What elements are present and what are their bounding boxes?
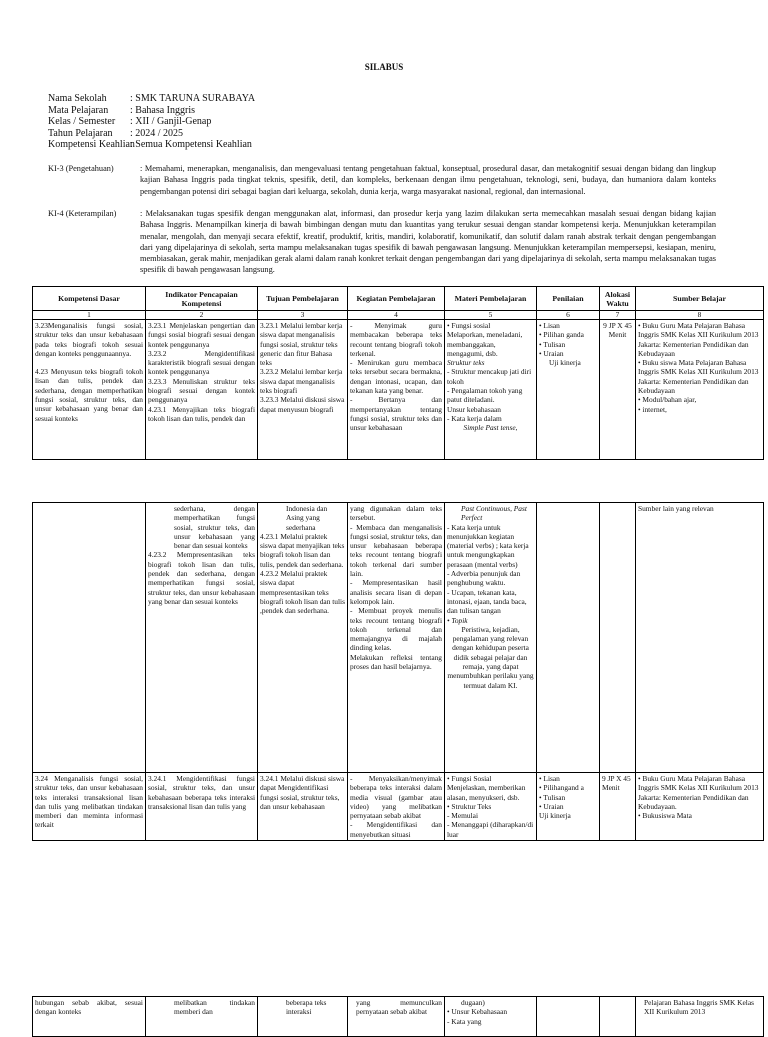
mp-text: - Kata yang bbox=[447, 1016, 482, 1026]
mp-text: - Kata kerja dalam bbox=[447, 413, 502, 423]
table-row bbox=[33, 320, 764, 460]
ki4-text: : Melaksanakan tugas spesifik dengan menggunakan alat, informasi, dan prosedur kerja yang lazim dilakukan serta memecahkan masalah sesuai dengan bidang kajian Bahasa Inggris. Menampilkan kinerja di bawah bimbingan dengan mutu dan kuantitas yang terukur sesuai dengan standar kompetensi kerja. Menunjukkan keterampilan menalar, mengolah, dan menyaji secara efektif, kreatif, produktif, kritis, mandiri, kolaboratif, komunikatif, dan solutif dalam ranah abstrak terkait dengan pengembangan dari yang dipelajarinya di sekolah, serta mampu melaksanakan tugas spesifik di bawah pengawasan langsung. Menunjukkan keterampilan mempersepsi, kesiapan, meniru, membiasakan, gerak mahir, menjadikan gerak alami dalam ranah konkret terkait dengan pengembangan dari yang dipelajarinya di sekolah, serta mampu melaksanakan tugas spesifik di bawah pengawasan langsung. bbox=[140, 209, 716, 275]
penilaian-cell bbox=[537, 320, 600, 460]
mp-text: • Unsur Kebahasaan bbox=[447, 1007, 508, 1017]
mp-text: - Adverbia penunjuk dan penghubung waktu. bbox=[447, 569, 521, 588]
kp-text: - Menyimak guru membacakan beberapa teks recount tentang biografi tokoh terkenal. bbox=[350, 321, 442, 358]
kp-text: Melakukan refleksi tentang proses dan hasil belajarnya. bbox=[350, 652, 442, 672]
kp-text: - Mengidentifikasi dan menyebutkan situasi bbox=[350, 820, 442, 839]
penilaian-text: • Tulisan bbox=[539, 792, 566, 802]
column-number: 2 bbox=[146, 311, 258, 320]
ki4-label: KI-4 (Keterampilan) bbox=[48, 209, 117, 218]
column-header: Sumber Belajar bbox=[636, 287, 764, 311]
ipk-text: 3.23.1 Menjelaskan pengertian dan fungsi sosial biografi sesuai dengan kontek penggunanya bbox=[148, 321, 255, 349]
info-label: Mata Pelajaran bbox=[48, 104, 109, 116]
ipk-cell bbox=[146, 997, 258, 1037]
info-value: : XII / Ganjil-Genap bbox=[130, 116, 212, 127]
ki3-block bbox=[48, 163, 716, 197]
sumber-text: • Buku siswa Mata Pelajaran Bahasa Inggris SMK Kelas XII Kurikulum 2013 Jakarta: Kementerian Pendidikan dan Kebudayaan bbox=[638, 358, 759, 396]
column-header: Indikator Pencapaian Kompetensi bbox=[146, 287, 258, 311]
penilaian-text: • Pilihan ganda bbox=[539, 330, 584, 340]
ipk-text: 4.23.2 Mempresentasikan teks biografi tokoh lisan dan tulis, pendek dan sederhana, dengan memperhatikan fungsi sosial, struktur teks, dan unsur kebahasaan yang benar dan sesuai konteks bbox=[148, 550, 255, 606]
penilaian-text: • Lisan bbox=[539, 774, 560, 783]
column-header: Materi Pembelajaran bbox=[445, 287, 537, 311]
syllabus-table-segment-3 bbox=[32, 996, 763, 1024]
info-label: Kompetensi Keahlian bbox=[48, 139, 135, 150]
mp-text: • Topik bbox=[447, 615, 468, 625]
kp-text: - Menyaksikan/menyimak beberapa teks interaksi dalam media visual (gambar atau video) yang melibatkan pernyataan sebab akibat bbox=[350, 774, 442, 821]
kd-text: 3.23Menganalisis fungsi sosial, struktur teks dan unsur kebahasaan pada teks biografi tokoh sesuai dengan konteks penggunaannya. bbox=[35, 321, 143, 358]
mp-text: Simple Past tense, bbox=[463, 423, 518, 433]
document-title: SILABUS bbox=[364, 62, 404, 72]
mp-text: • Fungsi Sosial bbox=[447, 774, 492, 783]
mp-text: - Ucapan, tekanan kata, intonasi, ejaan, tanda baca, dan tulisan tangan bbox=[447, 587, 527, 616]
penilaian-text: Uji kinerja bbox=[539, 811, 571, 821]
column-header: Kegiatan Pembelajaran bbox=[348, 287, 445, 311]
kd-text: hubungan sebab akibat, sesuai dengan konteks bbox=[35, 998, 143, 1017]
mp-text: Peristiwa, kejadian, pengalaman yang relevan dengan kehidupan peserta didik sebagai pelajar dan remaja, yang dapat menumbuhkan perilaku yang termuat dalam KI. bbox=[447, 624, 534, 690]
sumber-text: • Bukusiswa Mata bbox=[638, 811, 692, 821]
info-value: : 2024 / 2025 bbox=[130, 127, 184, 139]
tp-cell bbox=[258, 320, 348, 460]
syllabus-table bbox=[32, 502, 764, 841]
mp-text: - Memulai bbox=[447, 811, 478, 821]
kp-cell bbox=[348, 503, 445, 773]
sumber-text: • Buku Guru Mata Pelajaran Bahasa Inggris SMK Kelas XII Kurikulum 2013 Jakarta: Kementerian Pendidikan dan Kebudayaan. bbox=[638, 774, 759, 811]
kd-cell bbox=[33, 997, 146, 1037]
info-row bbox=[48, 128, 255, 140]
penilaian-text: • Uraian bbox=[539, 348, 564, 358]
syllabus-table bbox=[32, 286, 764, 460]
sumber-cell bbox=[636, 503, 764, 773]
sumber-text: Pelajaran Bahasa Inggris SMK Kelas XII Kurikulum 2013 bbox=[644, 998, 755, 1017]
sumber-cell bbox=[636, 773, 764, 841]
kp-cell bbox=[348, 997, 445, 1037]
mp-cell bbox=[445, 320, 537, 460]
info-row bbox=[48, 93, 255, 105]
column-number: 3 bbox=[258, 311, 348, 320]
kd-text: 4.23 Menyusun teks biografi tokoh lisan dan tulis, pendek dan sederhana, dengan memperhatikan fungsi sosial, struktur teks, dan unsur kebahasaan yang benar dan sesuai konteks bbox=[35, 367, 143, 423]
mp-text: - Struktur mencakup jati diri tokoh bbox=[447, 367, 532, 386]
penilaian-cell bbox=[537, 773, 600, 841]
kp-text: - Menirukan guru membaca teks tersebut secara bermakna, dengan intonasi, ucapan, dan tekanan kata yang benar. bbox=[350, 358, 442, 396]
penilaian-cell bbox=[537, 503, 600, 773]
tp-text: Indonesia dan Asing yang sederhana bbox=[286, 504, 328, 532]
penilaian-text: • Tulisan bbox=[539, 339, 566, 349]
tp-text: 4.23.1 Melalui praktek siswa dapat menyajikan teks biografi tokoh lisan dan tulis, pendek dan sederhana. bbox=[260, 531, 345, 569]
column-number: 1 bbox=[33, 311, 146, 320]
kp-text: - Membuat proyek menulis teks recount tentang biografi tokoh terkenal dan memajangnya di majalah dinding kelas. bbox=[350, 606, 442, 653]
ipk-cell bbox=[146, 320, 258, 460]
penilaian-text: • Uraian bbox=[539, 801, 564, 811]
ipk-text: sederhana, dengan memperhatikan fungsi sosial, struktur teks, dan unsur kebahasaan yang benar dan sesuai konteks bbox=[174, 504, 255, 551]
kd-cell bbox=[33, 320, 146, 460]
kd-cell bbox=[33, 773, 146, 841]
tp-cell bbox=[258, 773, 348, 841]
column-number: 6 bbox=[537, 311, 600, 320]
penilaian-text: Uji kinerja bbox=[549, 358, 581, 368]
tp-text: 3.23.1 Melalui lembar kerja siswa dapat menganalisis fungsi sosial, struktur teks generic dan fitur Bahasa teks bbox=[260, 321, 343, 368]
school-info bbox=[48, 93, 255, 151]
info-label: Tahun Pelajaran bbox=[48, 127, 113, 139]
info-row bbox=[48, 105, 255, 117]
kd-text: 3.24 Menganalisis fungsi sosial, struktur teks, dan unsur kebahasaan teks interaksi transaksional lisan dan tulis yang melibatkan tindakan memberi dan meminta informasi terkait bbox=[35, 774, 143, 830]
column-number: 5 bbox=[445, 311, 537, 320]
sumber-text: • Buku Guru Mata Pelajaran Bahasa Inggris SMK Kelas XII Kurikulum 2013 Jakarta: Kementerian Pendidikan dan Kebudayaan bbox=[638, 321, 759, 358]
table-row bbox=[33, 503, 764, 773]
ipk-text: 4.23.1 Menyajikan teks biografi tokoh lisan dan tulis, pendek dan bbox=[148, 404, 255, 423]
ipk-text: 3.23.3 Menuliskan struktur teks biografi sesuai dengan kontek penggunanya bbox=[148, 376, 255, 405]
column-number: 4 bbox=[348, 311, 445, 320]
mp-text: Unsur kebahasaan bbox=[447, 404, 501, 414]
ki4-block bbox=[48, 208, 716, 276]
info-row bbox=[48, 139, 255, 151]
kp-text: yang memunculkan pernyataan sebab akibat bbox=[356, 998, 442, 1017]
table-header-row bbox=[33, 287, 764, 311]
table-row bbox=[33, 997, 764, 1037]
ipk-cell bbox=[146, 773, 258, 841]
mp-text: • Fungsi sosial bbox=[447, 321, 491, 330]
kp-text: yang digunakan dalam teks tersebut. bbox=[350, 504, 442, 523]
alokasi-cell: 9 JP X 45 Menit bbox=[600, 773, 636, 841]
sumber-cell bbox=[636, 997, 764, 1037]
sumber-cell bbox=[636, 320, 764, 460]
kp-text: - Bertanya dan mempertanyakan tentang fungsi sosial, struktur teks dan unsur kebahasaan bbox=[350, 395, 442, 433]
column-number: 7 bbox=[600, 311, 636, 320]
kp-cell bbox=[348, 773, 445, 841]
kd-cell bbox=[33, 503, 146, 773]
ki3-label: KI-3 (Pengetahuan) bbox=[48, 164, 114, 173]
mp-text: Past Continuous, Past Perfect bbox=[461, 504, 527, 523]
mp-text: dugaan) bbox=[461, 998, 485, 1007]
mp-text: - Pengalaman tokoh yang patut diteladani. bbox=[447, 386, 523, 405]
alokasi-cell bbox=[600, 503, 636, 773]
ipk-text: 3.24.1 Mengidentifikasi fungsi sosial, struktur teks, dan unsur kebahasaan beberapa teks interaksi transaksional lisan dan tulis yang bbox=[148, 774, 255, 811]
syllabus-table-segment-1 bbox=[32, 286, 763, 456]
mp-text: • Struktur Teks bbox=[447, 801, 492, 811]
info-label: Nama Sekolah bbox=[48, 93, 107, 104]
sumber-text: • Modul/bahan ajar, bbox=[638, 395, 697, 405]
info-value: : Bahasa Inggris bbox=[130, 104, 195, 116]
tp-cell bbox=[258, 503, 348, 773]
mp-text: Struktur teks bbox=[447, 358, 485, 368]
mp-cell bbox=[445, 997, 537, 1037]
penilaian-text: • Pilihangand a bbox=[539, 783, 584, 793]
ipk-cell bbox=[146, 503, 258, 773]
kp-text: - Mempresentasikan hasil analisis secara lisan di depan kelompok lain. bbox=[350, 578, 442, 606]
syllabus-table-segment-2 bbox=[32, 502, 763, 839]
sumber-text: • internet, bbox=[638, 404, 667, 414]
column-header: Alokasi Waktu bbox=[600, 287, 636, 311]
mp-text: - Kata kerja untuk menunjukkan kegiatan (material verbs) ; kata kerja untuk mengungkapkan perasaan (mental verbs) bbox=[447, 522, 529, 569]
mp-cell bbox=[445, 773, 537, 841]
sumber-text: Sumber lain yang relevan bbox=[638, 504, 714, 513]
penilaian-text: • Lisan bbox=[539, 321, 560, 330]
kp-cell bbox=[348, 320, 445, 460]
column-number-row bbox=[33, 311, 764, 320]
mp-cell bbox=[445, 503, 537, 773]
tp-text: beberapa teks interaksi bbox=[286, 998, 327, 1017]
ipk-text: 3.23.2 Mengidentifikasi karakteristik biografi sesuai dengan kontek penggunanya bbox=[148, 348, 255, 377]
table-row bbox=[33, 773, 764, 841]
ki3-text: : Memahami, menerapkan, menganalisis, dan mengevaluasi tentang pengetahuan faktual, konseptual, prosedural dasar, dan metakognitif sesuai dengan bidang dan lingkup kajian Bahasa Inggris pada tingkat teknis, spesifik, detil, dan kompleks, berkenaan dengan ilmu pengetahuan, teknologi, seni, budaya, dan humaniora dalam konteks pengembangan potensi diri sebagai bagian dari keluarga, sekolah, dunia kerja, warga masyarakat nasional, regional, dan internasional. bbox=[140, 164, 716, 196]
column-number: 8 bbox=[636, 311, 764, 320]
info-label: Kelas / Semester bbox=[48, 116, 116, 127]
info-value: : Semua Kompetensi Keahlian bbox=[130, 139, 252, 150]
tp-text: 3.23.3 Melalui diskusi siswa dapat menyusun biografi bbox=[260, 395, 345, 414]
syllabus-table bbox=[32, 996, 764, 1037]
info-row bbox=[48, 116, 255, 128]
column-header: Tujuan Pembelajaran bbox=[258, 287, 348, 311]
alokasi-cell bbox=[600, 997, 636, 1037]
tp-cell bbox=[258, 997, 348, 1037]
mp-text: Melaporkan, meneladani, membanggakan, mengagumi, dsb. bbox=[447, 330, 523, 358]
column-header: Penilaian bbox=[537, 287, 600, 311]
column-header: Kompetensi Dasar bbox=[33, 287, 146, 311]
mp-text: Menjelaskan, memberikan alasan, menyukseri, dsb. bbox=[447, 783, 526, 802]
mp-text: - Menanggapi (diharapkan/di luar bbox=[447, 820, 534, 839]
info-value: : SMK TARUNA SURABAYA bbox=[130, 93, 256, 104]
ipk-text: melibatkan tindakan memberi dan bbox=[174, 998, 255, 1017]
tp-text: 3.24.1 Melalui diskusi siswa dapat Mengidentifikasi fungsi sosial, struktur teks, dan unsur kebahasaan bbox=[260, 774, 345, 811]
kp-text: - Membaca dan menganalisis fungsi sosial, struktur teks, dan unsur kebahasaan beberapa teks recount tentang biografi tokoh terkenal dari sumber lain. bbox=[350, 522, 442, 579]
alokasi-cell: 9 JP X 45 Menit bbox=[600, 320, 636, 460]
tp-text: 3.23.2 Melalui lembar kerja siswa dapat menganalisis teks biografi bbox=[260, 367, 343, 396]
tp-text: 4.23.2 Melalui praktek siswa dapat mempresentasikan teks biografi tokoh lisan dan tulis ,pendek dan sederhana. bbox=[260, 569, 345, 616]
penilaian-cell bbox=[537, 997, 600, 1037]
